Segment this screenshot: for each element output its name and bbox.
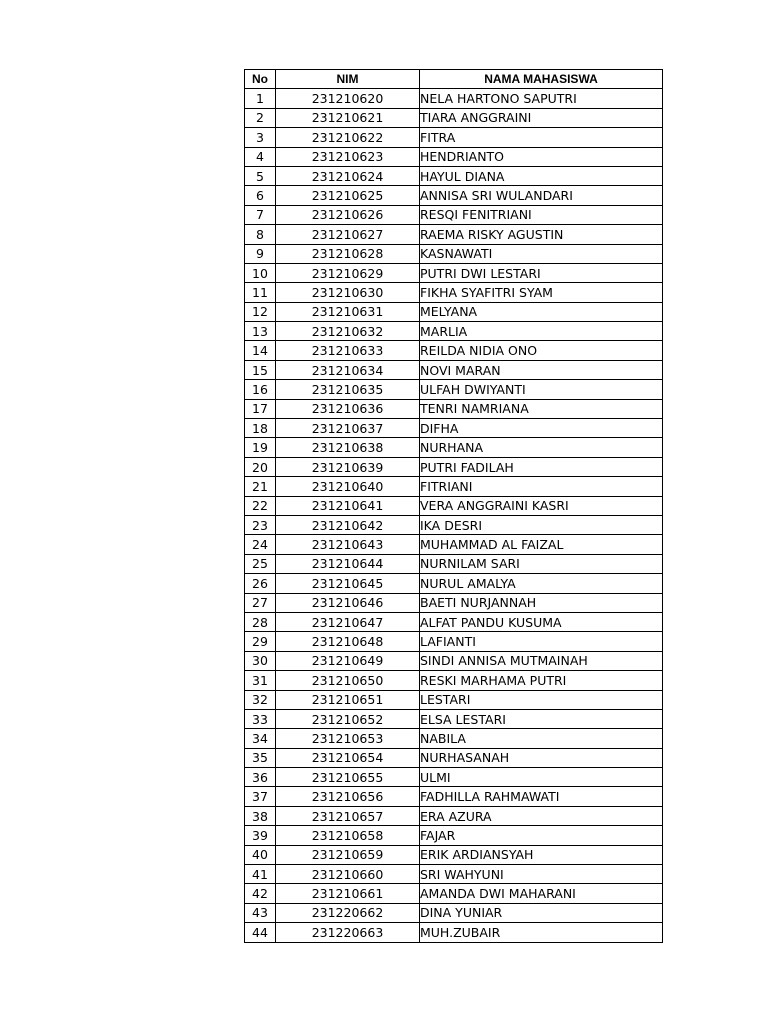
row-nim: 231210642 xyxy=(276,515,420,534)
table-row xyxy=(245,225,663,244)
row-nama: RAEMA RISKY AGUSTIN xyxy=(420,225,663,244)
row-number: 39 xyxy=(245,826,276,845)
row-nim: 231210652 xyxy=(276,709,420,728)
row-nim: 231210629 xyxy=(276,263,420,282)
row-number: 41 xyxy=(245,865,276,884)
row-number: 5 xyxy=(245,166,276,185)
table-row xyxy=(245,593,663,612)
row-nama: NURNILAM SARI xyxy=(420,554,663,573)
table-row xyxy=(245,496,663,515)
table-row xyxy=(245,612,663,631)
row-number: 12 xyxy=(245,302,276,321)
table-row xyxy=(245,89,663,108)
row-number: 31 xyxy=(245,671,276,690)
row-number: 13 xyxy=(245,322,276,341)
row-nim: 231210641 xyxy=(276,496,420,515)
header-no: No xyxy=(245,70,276,89)
row-number: 29 xyxy=(245,632,276,651)
table-row xyxy=(245,399,663,418)
row-number: 17 xyxy=(245,399,276,418)
student-table xyxy=(244,69,663,943)
row-number: 16 xyxy=(245,380,276,399)
row-number: 23 xyxy=(245,515,276,534)
row-number: 21 xyxy=(245,477,276,496)
row-number: 40 xyxy=(245,845,276,864)
table-row xyxy=(245,865,663,884)
table-row xyxy=(245,457,663,476)
row-number: 25 xyxy=(245,554,276,573)
row-number: 33 xyxy=(245,709,276,728)
row-number: 37 xyxy=(245,787,276,806)
row-nama: BAETI NURJANNAH xyxy=(420,593,663,612)
table-row xyxy=(245,768,663,787)
table-row xyxy=(245,128,663,147)
row-number: 9 xyxy=(245,244,276,263)
row-nim: 231210657 xyxy=(276,806,420,825)
row-number: 38 xyxy=(245,806,276,825)
table-row xyxy=(245,186,663,205)
row-nim: 231210634 xyxy=(276,360,420,379)
row-nim: 231210623 xyxy=(276,147,420,166)
row-nama: REILDA NIDIA ONO xyxy=(420,341,663,360)
table-row xyxy=(245,554,663,573)
table-row xyxy=(245,651,663,670)
row-nama: PUTRI DWI LESTARI xyxy=(420,263,663,282)
row-nama: PUTRI FADILAH xyxy=(420,457,663,476)
row-nim: 231210654 xyxy=(276,748,420,767)
table-row xyxy=(245,166,663,185)
row-number: 27 xyxy=(245,593,276,612)
row-nama: NELA HARTONO SAPUTRI xyxy=(420,89,663,108)
table-row xyxy=(245,923,663,942)
row-nama: ULMI xyxy=(420,768,663,787)
row-nama: MUHAMMAD AL FAIZAL xyxy=(420,535,663,554)
row-nim: 231210630 xyxy=(276,283,420,302)
row-nama: TENRI NAMRIANA xyxy=(420,399,663,418)
row-nim: 231210644 xyxy=(276,554,420,573)
row-nim: 231210622 xyxy=(276,128,420,147)
row-nim: 231210626 xyxy=(276,205,420,224)
row-nim: 231210633 xyxy=(276,341,420,360)
table-row xyxy=(245,826,663,845)
row-nama: FITRA xyxy=(420,128,663,147)
table-row xyxy=(245,787,663,806)
row-number: 4 xyxy=(245,147,276,166)
table-row xyxy=(245,903,663,922)
row-nama: AMANDA DWI MAHARANI xyxy=(420,884,663,903)
row-nama: FITRIANI xyxy=(420,477,663,496)
row-number: 24 xyxy=(245,535,276,554)
row-nim: 231210620 xyxy=(276,89,420,108)
table-row xyxy=(245,263,663,282)
table-header xyxy=(245,70,663,89)
row-nim: 231210659 xyxy=(276,845,420,864)
row-nim: 231210638 xyxy=(276,438,420,457)
row-nama: FADHILLA RAHMAWATI xyxy=(420,787,663,806)
row-number: 35 xyxy=(245,748,276,767)
row-nim: 231210661 xyxy=(276,884,420,903)
row-number: 44 xyxy=(245,923,276,942)
row-nim: 231210650 xyxy=(276,671,420,690)
row-nim: 231210632 xyxy=(276,322,420,341)
row-nim: 231220662 xyxy=(276,903,420,922)
row-nim: 231210660 xyxy=(276,865,420,884)
row-nama: SRI WAHYUNI xyxy=(420,865,663,884)
row-number: 42 xyxy=(245,884,276,903)
table-row xyxy=(245,884,663,903)
row-nim: 231210648 xyxy=(276,632,420,651)
row-nim: 231210635 xyxy=(276,380,420,399)
table-row xyxy=(245,535,663,554)
row-nama: FAJAR xyxy=(420,826,663,845)
row-nim: 231210625 xyxy=(276,186,420,205)
row-number: 36 xyxy=(245,768,276,787)
row-number: 1 xyxy=(245,89,276,108)
table-row xyxy=(245,806,663,825)
row-number: 7 xyxy=(245,205,276,224)
row-number: 6 xyxy=(245,186,276,205)
row-nim: 231210655 xyxy=(276,768,420,787)
row-number: 2 xyxy=(245,108,276,127)
row-nim: 231210651 xyxy=(276,690,420,709)
row-nama: NOVI MARAN xyxy=(420,360,663,379)
row-number: 26 xyxy=(245,574,276,593)
row-nim: 231210628 xyxy=(276,244,420,263)
row-nim: 231210621 xyxy=(276,108,420,127)
row-nama: ERA AZURA xyxy=(420,806,663,825)
row-nim: 231210631 xyxy=(276,302,420,321)
row-number: 19 xyxy=(245,438,276,457)
row-number: 28 xyxy=(245,612,276,631)
row-number: 8 xyxy=(245,225,276,244)
row-number: 10 xyxy=(245,263,276,282)
row-nim: 231210627 xyxy=(276,225,420,244)
table-row xyxy=(245,632,663,651)
row-nim: 231210658 xyxy=(276,826,420,845)
table-row xyxy=(245,671,663,690)
row-nim: 231210640 xyxy=(276,477,420,496)
row-number: 43 xyxy=(245,903,276,922)
row-nim: 231210646 xyxy=(276,593,420,612)
row-nama: MELYANA xyxy=(420,302,663,321)
table-row xyxy=(245,690,663,709)
row-number: 11 xyxy=(245,283,276,302)
table-row xyxy=(245,108,663,127)
row-nama: ALFAT PANDU KUSUMA xyxy=(420,612,663,631)
table-row xyxy=(245,729,663,748)
row-nim: 231210637 xyxy=(276,419,420,438)
row-nama: LAFIANTI xyxy=(420,632,663,651)
row-number: 30 xyxy=(245,651,276,670)
row-nim: 231210647 xyxy=(276,612,420,631)
row-nama: NURHASANAH xyxy=(420,748,663,767)
row-nama: NABILA xyxy=(420,729,663,748)
table-row xyxy=(245,515,663,534)
row-number: 3 xyxy=(245,128,276,147)
row-nama: NURHANA xyxy=(420,438,663,457)
table-row xyxy=(245,322,663,341)
header-nim: NIM xyxy=(276,70,420,89)
table-row xyxy=(245,205,663,224)
row-nim: 231220663 xyxy=(276,923,420,942)
row-nama: HAYUL DIANA xyxy=(420,166,663,185)
table-row xyxy=(245,283,663,302)
row-nama: FIKHA SYAFITRI SYAM xyxy=(420,283,663,302)
row-nim: 231210649 xyxy=(276,651,420,670)
row-nama: RESKI MARHAMA PUTRI xyxy=(420,671,663,690)
row-number: 18 xyxy=(245,419,276,438)
table-row xyxy=(245,302,663,321)
row-nama: ANNISA SRI WULANDARI xyxy=(420,186,663,205)
table-row xyxy=(245,380,663,399)
row-number: 20 xyxy=(245,457,276,476)
header-row xyxy=(245,70,663,89)
row-nama: NURUL AMALYA xyxy=(420,574,663,593)
row-nama: ERIK ARDIANSYAH xyxy=(420,845,663,864)
table-row xyxy=(245,477,663,496)
table-row xyxy=(245,748,663,767)
row-nama: SINDI ANNISA MUTMAINAH xyxy=(420,651,663,670)
row-nama: MARLIA xyxy=(420,322,663,341)
table-row xyxy=(245,438,663,457)
row-nama: MUH.ZUBAIR xyxy=(420,923,663,942)
row-nama: DINA YUNIAR xyxy=(420,903,663,922)
table-row xyxy=(245,845,663,864)
row-nama: ELSA LESTARI xyxy=(420,709,663,728)
row-nama: LESTARI xyxy=(420,690,663,709)
row-nama: VERA ANGGRAINI KASRI xyxy=(420,496,663,515)
table-row xyxy=(245,419,663,438)
row-number: 15 xyxy=(245,360,276,379)
row-nim: 231210624 xyxy=(276,166,420,185)
row-nama: ULFAH DWIYANTI xyxy=(420,380,663,399)
row-number: 32 xyxy=(245,690,276,709)
row-nim: 231210653 xyxy=(276,729,420,748)
table-body xyxy=(245,89,663,942)
table-row xyxy=(245,574,663,593)
table-row xyxy=(245,360,663,379)
row-nim: 231210639 xyxy=(276,457,420,476)
table-row xyxy=(245,147,663,166)
row-nim: 231210645 xyxy=(276,574,420,593)
table-row xyxy=(245,244,663,263)
row-nama: HENDRIANTO xyxy=(420,147,663,166)
row-nama: DIFHA xyxy=(420,419,663,438)
row-number: 34 xyxy=(245,729,276,748)
row-nama: KASNAWATI xyxy=(420,244,663,263)
row-nama: RESQI FENITRIANI xyxy=(420,205,663,224)
row-number: 22 xyxy=(245,496,276,515)
row-nama: IKA DESRI xyxy=(420,515,663,534)
table-row xyxy=(245,341,663,360)
row-nim: 231210656 xyxy=(276,787,420,806)
row-nama: TIARA ANGGRAINI xyxy=(420,108,663,127)
row-nim: 231210643 xyxy=(276,535,420,554)
header-nama-mahasiswa: NAMA MAHASISWA xyxy=(420,70,663,89)
row-nim: 231210636 xyxy=(276,399,420,418)
table-row xyxy=(245,709,663,728)
row-number: 14 xyxy=(245,341,276,360)
